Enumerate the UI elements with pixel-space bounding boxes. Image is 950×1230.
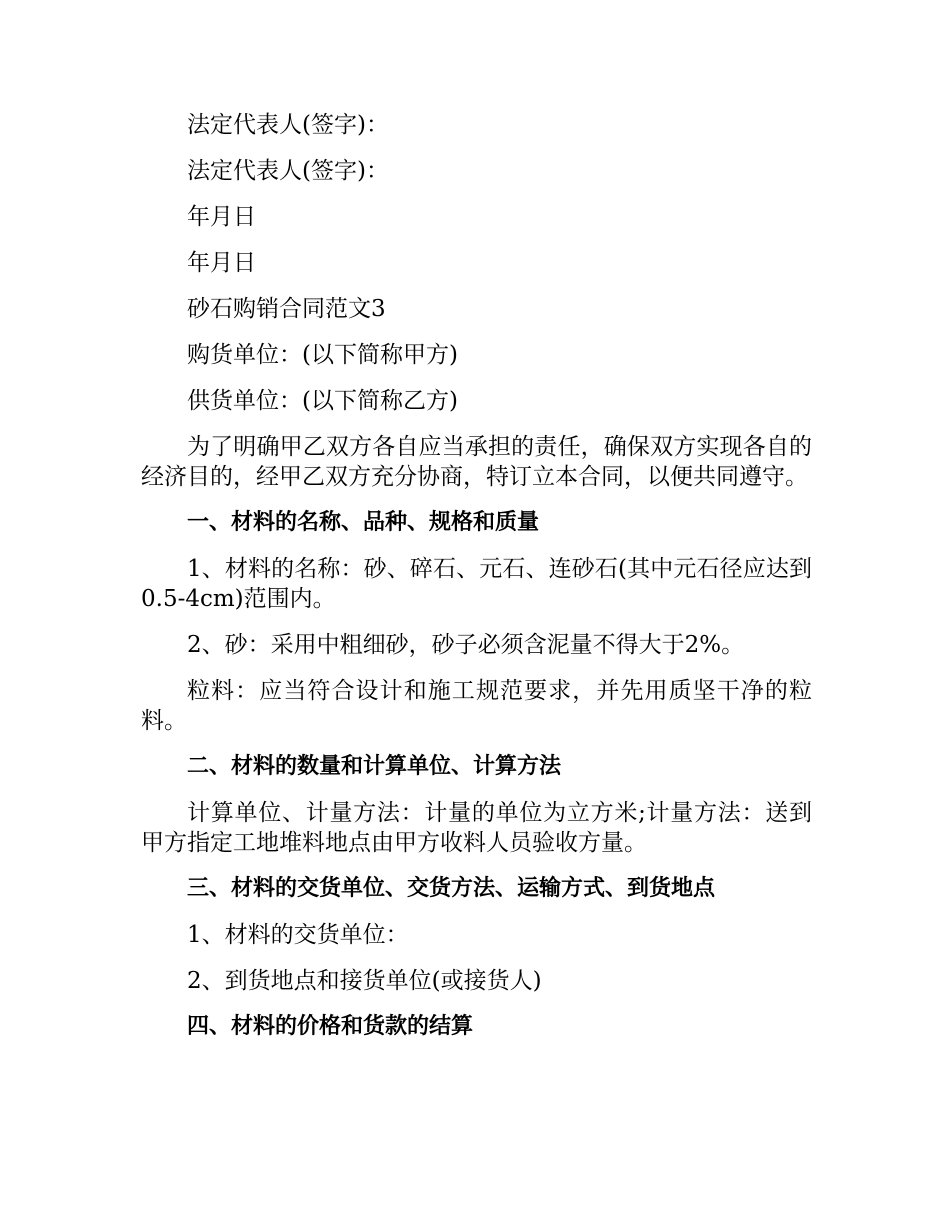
clause-paragraph: 粒料：应当符合设计和施工规范要求，并先用质坚干净的粒料。 — [141, 678, 812, 734]
intro-paragraph: 为了明确甲乙双方各自应当承担的责任，确保双方实现各自的经济目的，经甲乙双方充分协商，特订立本合同，以便共同遵守。 — [141, 434, 812, 490]
signature-line-1: 法定代表人(签字)： — [187, 112, 389, 138]
clause-paragraph: 1、材料的名称：砂、碎石、元石、连砂石(其中元石径应达到0.5-4cm)范围内。 — [141, 556, 812, 612]
section-heading-2: 二、材料的数量和计算单位、计算方法 — [187, 754, 562, 779]
date-line-2: 年月日 — [187, 250, 256, 276]
clause-paragraph: 1、材料的交货单位： — [187, 922, 409, 948]
buyer-line: 购货单位：(以下简称甲方) — [187, 342, 458, 368]
section-heading-1: 一、材料的名称、品种、规格和质量 — [187, 510, 540, 535]
clause-paragraph: 2、到货地点和接货单位(或接货人) — [187, 968, 542, 994]
section-heading-4: 四、材料的价格和货款的结算 — [187, 1014, 474, 1039]
supplier-line: 供货单位：(以下简称乙方) — [187, 388, 458, 414]
document-title: 砂石购销合同范文3 — [187, 296, 386, 322]
document-page — [141, 110, 812, 1058]
clause-paragraph: 计算单位、计量方法：计量的单位为立方米;计量方法：送到甲方指定工地堆料地点由甲方收料人员验收方量。 — [141, 800, 812, 856]
section-heading-3: 三、材料的交货单位、交货方法、运输方式、到货地点 — [187, 876, 716, 901]
clause-paragraph: 2、砂：采用中粗细砂，砂子必须含泥量不得大于2%。 — [187, 632, 745, 658]
signature-line-2: 法定代表人(签字)： — [187, 158, 389, 184]
date-line-1: 年月日 — [187, 204, 256, 230]
